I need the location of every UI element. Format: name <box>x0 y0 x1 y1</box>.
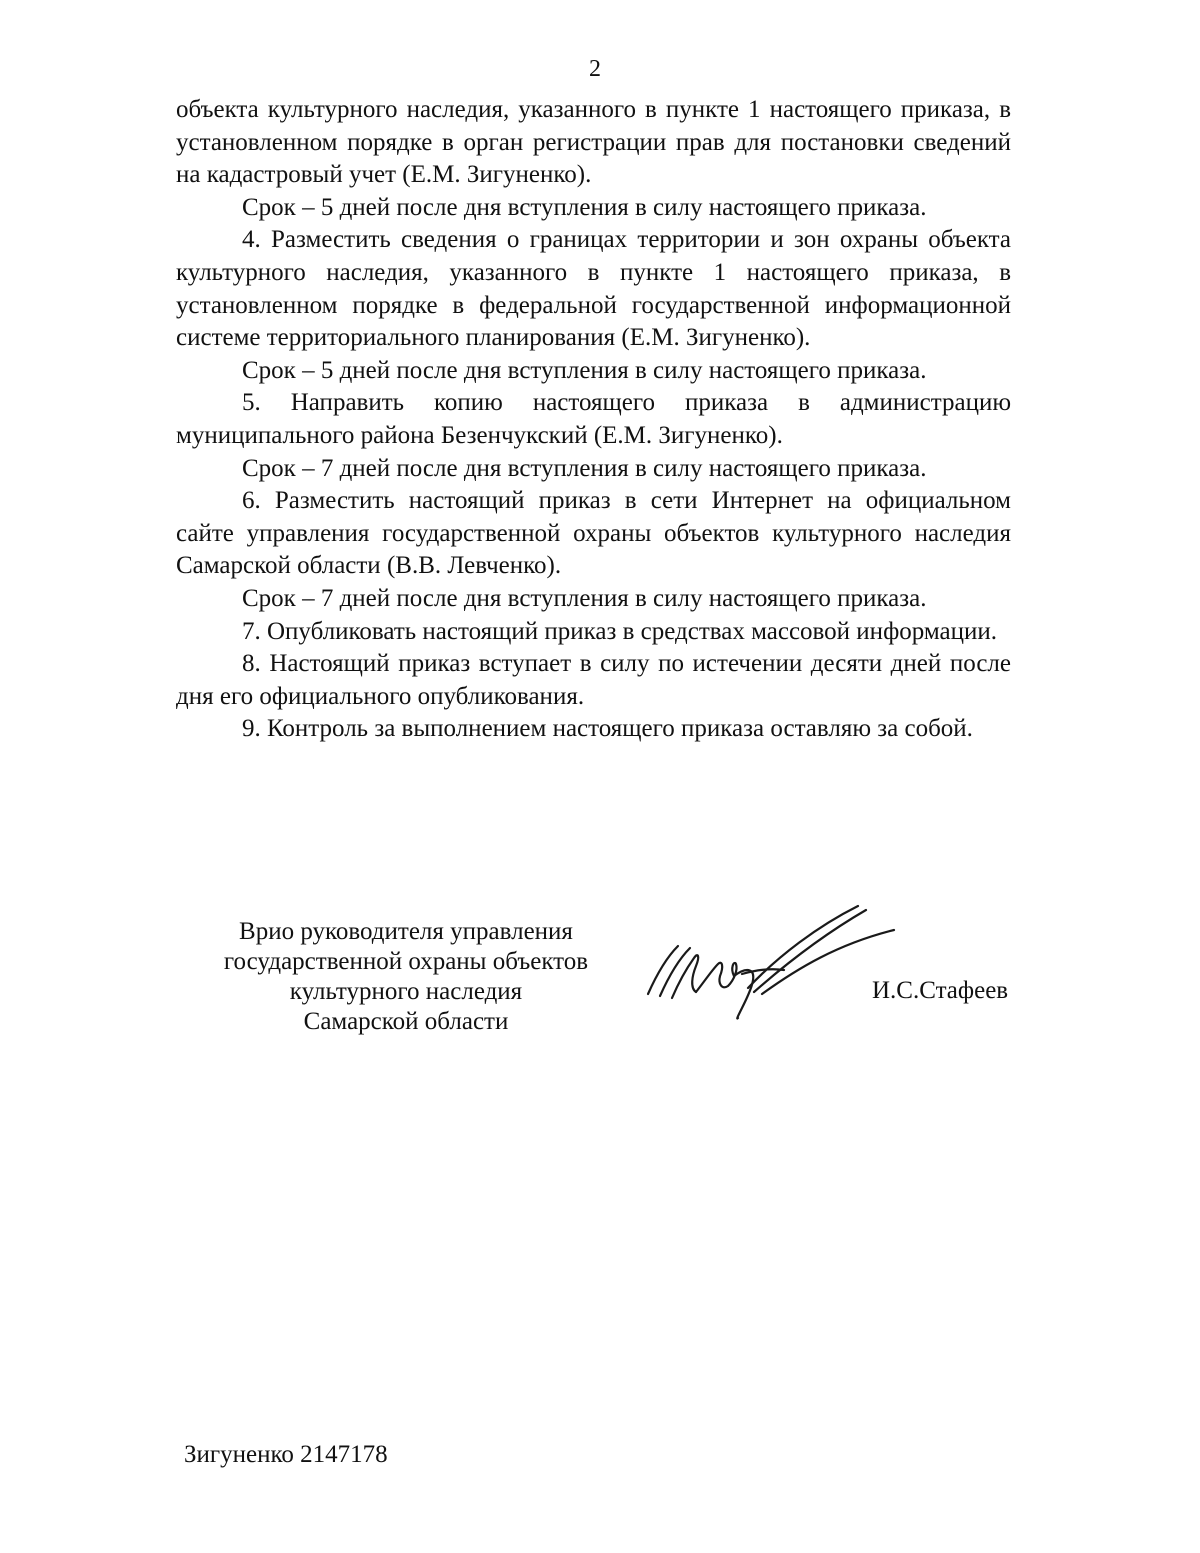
page-number: 2 <box>589 56 601 82</box>
document-body <box>176 94 1011 746</box>
paragraph-item-8: 8. Настоящий приказ вступает в силу по истечении десяти дней после дня его официального опубликования. <box>176 650 1011 710</box>
deadline-item-5: Срок – 7 дней после дня вступления в силу настоящего приказа. <box>242 454 927 482</box>
handwritten-signature <box>638 896 900 1024</box>
executor-note: Зигуненко 2147178 <box>184 1441 388 1468</box>
paragraph-item-4: 4. Разместить сведения о границах территории и зон охраны объекта культурного наследия, указанного в пункте 1 настоящего приказа, в установленном порядке в федеральной государственной информационной системе территориального планирования (Е.М. Зигуненко). <box>176 226 1011 352</box>
signer-position <box>196 917 616 1037</box>
signer-position-line: Врио руководителя управления <box>239 918 573 945</box>
deadline-item-4: Срок – 5 дней после дня вступления в силу настоящего приказа. <box>242 356 927 384</box>
signer-position-line: государственной охраны объектов <box>223 948 589 975</box>
paragraph-item-7: 7. Опубликовать настоящий приказ в средствах массовой информации. <box>242 617 998 645</box>
paragraph-item-5: 5. Направить копию настоящего приказа в администрацию муниципального района Безенчукский (Е.М. Зигуненко). <box>176 389 1011 449</box>
signer-position-line: культурного наследия <box>289 978 523 1005</box>
paragraph-continuation: объекта культурного наследия, указанного в пункте 1 настоящего приказа, в установленном порядке в орган регистрации прав для постановки сведений на кадастровый учет (Е.М. Зигуненко). <box>176 96 1011 189</box>
paragraph-item-9: 9. Контроль за выполнением настоящего приказа оставляю за собой. <box>242 715 973 743</box>
deadline-item-6: Срок – 7 дней после дня вступления в силу настоящего приказа. <box>242 584 927 612</box>
paragraph-item-6: 6. Разместить настоящий приказ в сети Интернет на официальном сайте управления государственной охраны объектов культурного наследия Самарской области (В.В. Левченко). <box>176 487 1011 580</box>
signer-position-line: Самарской области <box>303 1008 509 1035</box>
signer-name: И.С.Стафеев <box>872 977 1009 1004</box>
deadline-item-3: Срок – 5 дней после дня вступления в силу настоящего приказа. <box>242 193 927 221</box>
